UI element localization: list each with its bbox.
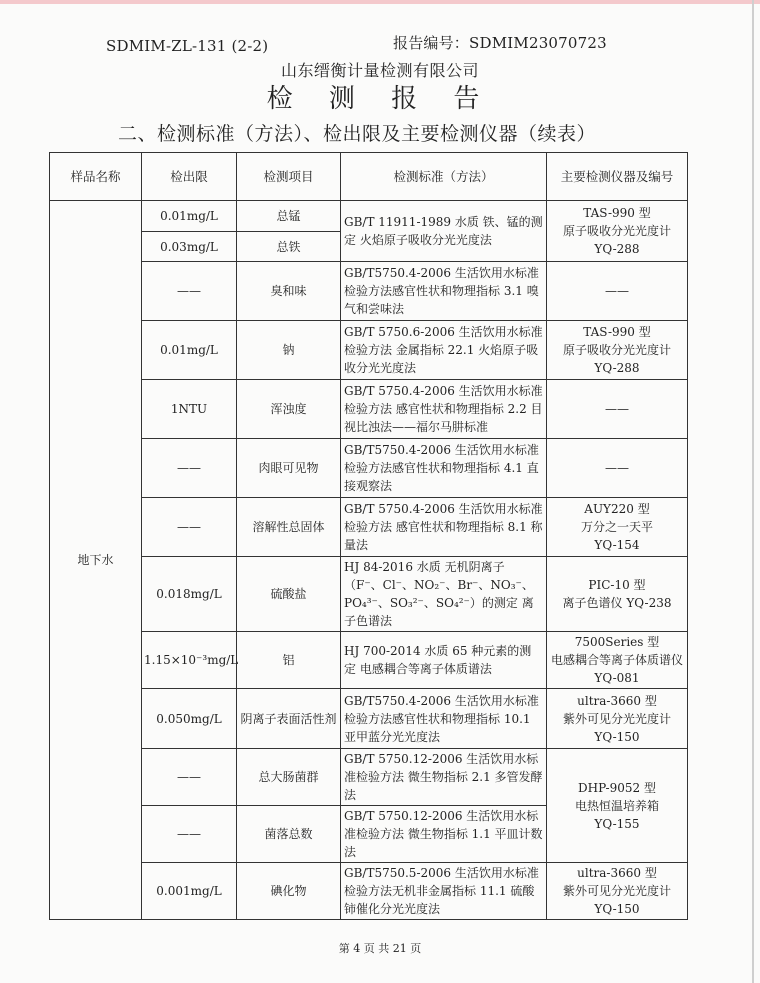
column-header-sample: 样品名称 xyxy=(50,153,142,201)
table-row xyxy=(50,321,688,380)
table-row xyxy=(50,689,688,749)
table-row xyxy=(50,201,688,232)
item-cell: 浑浊度 xyxy=(237,380,341,439)
standard-cell: GB/T 5750.6-2006 生活饮用水标准检验方法 金属指标 22.1 火焰原子吸收分光光度法 xyxy=(341,321,547,380)
standard-cell: GB/T5750.5-2006 生活饮用水标准检验方法无机非金属指标 11.1 硫酸铈催化分光光度法 xyxy=(341,863,547,920)
limit-cell: —— xyxy=(142,439,237,498)
table-header-row xyxy=(50,153,688,201)
limit-cell: 0.01mg/L xyxy=(142,201,237,232)
standard-cell: GB/T 5750.12-2006 生活饮用水标准检验方法 微生物指标 2.1 多管发酵法 xyxy=(341,749,547,806)
instrument-cell: TAS-990 型 原子吸收分光光度计 YQ-288 xyxy=(547,201,688,262)
column-header-item: 检测项目 xyxy=(237,153,341,201)
limit-cell: 0.050mg/L xyxy=(142,689,237,749)
limit-cell: 1NTU xyxy=(142,380,237,439)
report-number: 报告编号：SDMIM23070723 xyxy=(393,34,607,52)
limit-cell: 0.001mg/L xyxy=(142,863,237,920)
limit-cell: 1.15×10⁻³mg/L xyxy=(142,632,237,689)
top-edge-strip xyxy=(0,0,760,4)
item-cell: 铝 xyxy=(237,632,341,689)
column-header-limit: 检出限 xyxy=(142,153,237,201)
limit-cell: 0.03mg/L xyxy=(142,232,237,262)
item-cell: 硫酸盐 xyxy=(237,557,341,632)
limit-cell: —— xyxy=(142,806,237,863)
instrument-cell: DHP-9052 型 电热恒温培养箱 YQ-155 xyxy=(547,749,688,863)
standard-cell: GB/T 5750.4-2006 生活饮用水标准检验方法 感官性状和物理指标 2.2 目视比浊法——福尔马肼标准 xyxy=(341,380,547,439)
standard-cell: GB/T 11911-1989 水质 铁、锰的测定 火焰原子吸收分光光度法 xyxy=(341,201,547,262)
limit-cell: —— xyxy=(142,498,237,557)
instrument-cell: AUY220 型 万分之一天平 YQ-154 xyxy=(547,498,688,557)
item-cell: 肉眼可见物 xyxy=(237,439,341,498)
company-name: 山东缙衡计量检测有限公司 xyxy=(280,61,479,80)
standard-cell: GB/T5750.4-2006 生活饮用水标准检验方法感官性状和物理指标 3.1 嗅气和尝味法 xyxy=(341,262,547,321)
instrument-cell: —— xyxy=(547,380,688,439)
page-edge-line xyxy=(752,0,754,983)
standard-cell: GB/T 5750.4-2006 生活饮用水标准检验方法 感官性状和物理指标 8.1 称量法 xyxy=(341,498,547,557)
standard-cell: HJ 700-2014 水质 65 种元素的测定 电感耦合等离子体质谱法 xyxy=(341,632,547,689)
item-cell: 总大肠菌群 xyxy=(237,749,341,806)
table-row xyxy=(50,380,688,439)
table-row xyxy=(50,557,688,632)
item-cell: 臭和味 xyxy=(237,262,341,321)
form-number: SDMIM-ZL-131 (2-2) xyxy=(106,37,269,55)
standard-cell: GB/T5750.4-2006 生活饮用水标准检验方法感官性状和物理指标 4.1 直接观察法 xyxy=(341,439,547,498)
section-title: 二、检测标准（方法）、检出限及主要检测仪器（续表） xyxy=(118,123,597,145)
item-cell: 菌落总数 xyxy=(237,806,341,863)
item-cell: 总锰 xyxy=(237,201,341,232)
instrument-cell: 7500Series 型 电感耦合等离子体质谱仪 YQ-081 xyxy=(547,632,688,689)
instrument-cell: ultra-3660 型 紫外可见分光光度计 YQ-150 xyxy=(547,689,688,749)
table-row xyxy=(50,632,688,689)
item-cell: 碘化物 xyxy=(237,863,341,920)
limit-cell: 0.018mg/L xyxy=(142,557,237,632)
page-title: 检 测 报 告 xyxy=(266,84,494,114)
standard-cell: GB/T 5750.12-2006 生活饮用水标准检验方法 微生物指标 1.1 平皿计数法 xyxy=(341,806,547,863)
limit-cell: —— xyxy=(142,262,237,321)
standards-table xyxy=(49,152,688,920)
item-cell: 溶解性总固体 xyxy=(237,498,341,557)
limit-cell: —— xyxy=(142,749,237,806)
table-row xyxy=(50,262,688,321)
column-header-standard: 检测标准（方法） xyxy=(341,153,547,201)
instrument-cell: —— xyxy=(547,439,688,498)
item-cell: 阴离子表面活性剂 xyxy=(237,689,341,749)
table-row xyxy=(50,439,688,498)
item-cell: 钠 xyxy=(237,321,341,380)
instrument-cell: ultra-3660 型 紫外可见分光光度计 YQ-150 xyxy=(547,863,688,920)
instrument-cell: —— xyxy=(547,262,688,321)
limit-cell: 0.01mg/L xyxy=(142,321,237,380)
column-header-instrument: 主要检测仪器及编号 xyxy=(547,153,688,201)
instrument-cell: PIC-10 型 离子色谱仪 YQ-238 xyxy=(547,557,688,632)
instrument-cell: TAS-990 型 原子吸收分光光度计 YQ-288 xyxy=(547,321,688,380)
standard-cell: HJ 84-2016 水质 无机阴离子（F⁻、Cl⁻、NO₂⁻、Br⁻、NO₃⁻、PO₄³⁻、SO₃²⁻、SO₄²⁻）的测定 离子色谱法 xyxy=(341,557,547,632)
table-row xyxy=(50,498,688,557)
table-row xyxy=(50,863,688,920)
page-number: 第 4 页 共 21 页 xyxy=(338,942,422,955)
standard-cell: GB/T5750.4-2006 生活饮用水标准检验方法感官性状和物理指标 10.1 亚甲蓝分光光度法 xyxy=(341,689,547,749)
item-cell: 总铁 xyxy=(237,232,341,262)
sample-name-cell: 地下水 xyxy=(50,201,142,920)
table-row xyxy=(50,749,688,806)
